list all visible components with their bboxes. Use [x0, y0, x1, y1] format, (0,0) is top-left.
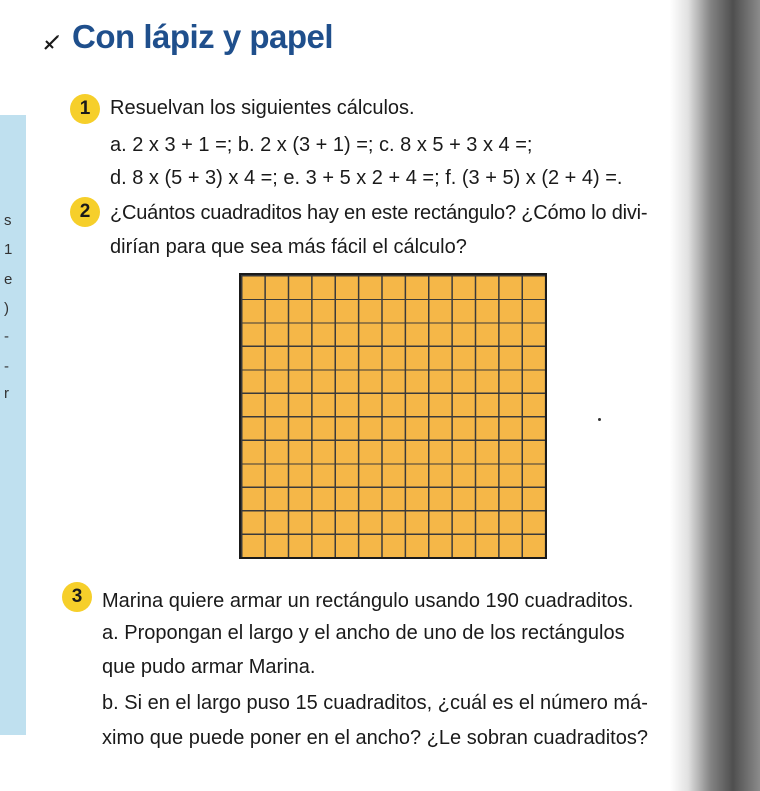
pencil-icon [42, 32, 62, 52]
exercise-number-badge: 2 [70, 197, 100, 227]
exercise-number-badge: 1 [70, 94, 100, 124]
margin-fragment: e [4, 271, 13, 288]
margin-fragment: ) [4, 300, 9, 317]
exercise-2-question-line-1: ¿Cuántos cuadraditos hay en este rectángulo? ¿Cómo lo divi- [110, 202, 648, 224]
margin-fragment: 1 [4, 241, 13, 258]
exercise-3-part-a-line-1: a. Propongan el largo y el ancho de uno de los rectángulos [102, 622, 625, 644]
exercise-2-question-line-2: dirían para que sea más fácil el cálculo? [110, 236, 467, 258]
exercise-3-statement: Marina quiere armar un rectángulo usando 190 cuadraditos. [102, 590, 634, 612]
adjacent-page-strip [0, 115, 26, 735]
section-header [42, 18, 333, 56]
exercise-1-calculations-row-2: d. 8 x (5 + 3) x 4 =; e. 3 + 5 x 2 + 4 =; f. (3 + 5) x (2 + 4) =. [110, 167, 623, 189]
exercise-3-part-b-line-1: b. Si en el largo puso 15 cuadraditos, ¿cuál es el número má- [102, 692, 648, 714]
margin-fragment: r [4, 385, 9, 402]
margin-fragment: - [4, 358, 9, 375]
print-speck [598, 418, 601, 421]
exercise-3-part-a-line-2: que pudo armar Marina. [102, 656, 316, 678]
exercise-1-calculations-row-1: a. 2 x 3 + 1 =; b. 2 x (3 + 1) =; c. 8 x 5 + 3 x 4 =; [110, 134, 533, 156]
margin-fragment: - [4, 328, 9, 345]
exercise-3-part-b-line-2: ximo que puede poner en el ancho? ¿Le sobran cuadraditos? [102, 727, 648, 749]
section-title: Con lápiz y papel [72, 18, 334, 55]
exercise-1-instruction: Resuelvan los siguientes cálculos. [110, 97, 415, 119]
squares-rectangle-figure [239, 273, 547, 559]
page-curl-shadow [670, 0, 760, 791]
exercise-number-badge: 3 [62, 582, 92, 612]
margin-fragment: s [4, 212, 12, 229]
